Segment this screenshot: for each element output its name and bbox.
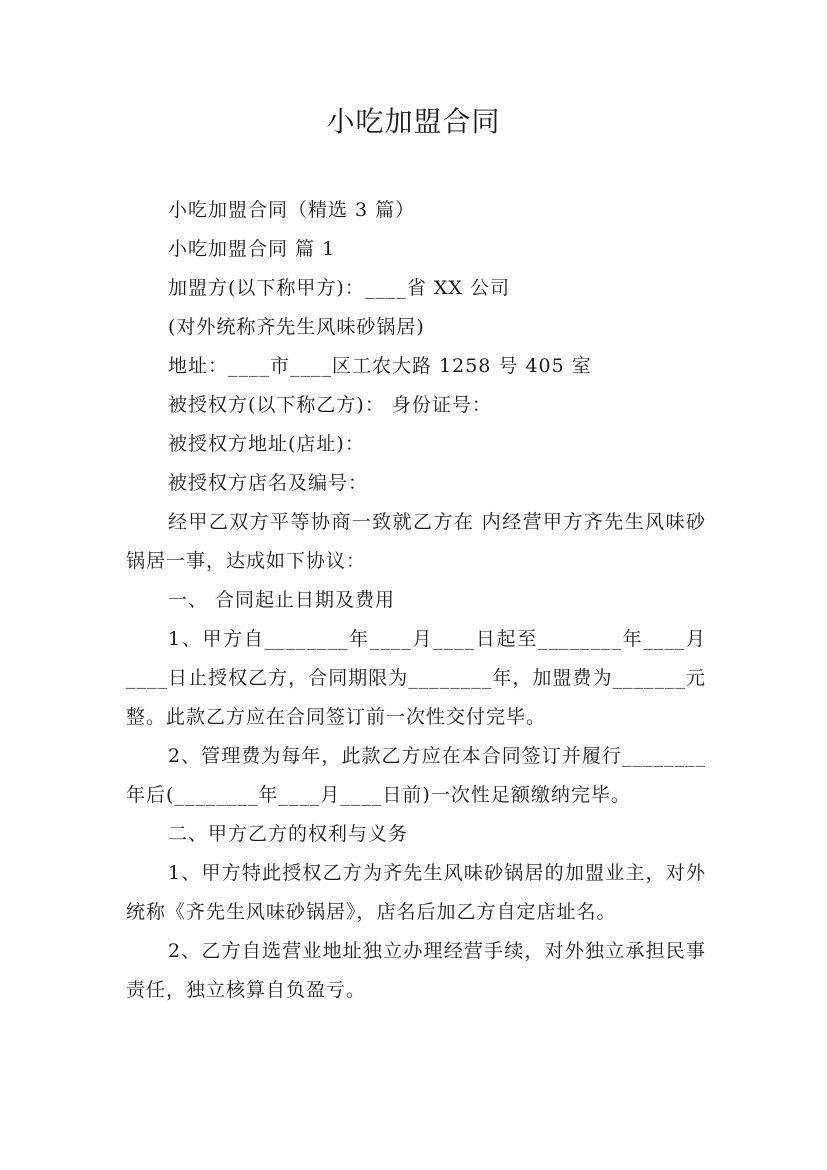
paragraph-section-heading: 小吃加盟合同 篇 1	[168, 238, 336, 260]
paragraph-heading-term-fees: 一、 合同起止日期及费用	[168, 589, 396, 611]
paragraph-clause-2-1: 1、甲方特此授权乙方为齐先生风味砂锅居的加盟业主，对外统称《齐先生风味砂锅居》，店名后加乙方自定店址名。	[126, 862, 706, 923]
document-title: 小吃加盟合同	[326, 105, 501, 138]
paragraph-heading-rights: 二、甲方乙方的权利与义务	[168, 823, 409, 845]
document-body	[126, 191, 706, 1010]
paragraph-clause-1-1: 1、甲方自________年____月____日起至________年____月____日止授权乙方，合同期限为________年，加盟费为_______元整。此款乙方应在合同签订前一次性交付完毕。	[126, 628, 706, 728]
paragraph-address: 地址：____市____区工农大路 1258 号 405 室	[168, 355, 592, 377]
paragraph-party-b: 被授权方(以下称乙方)： 身份证号：	[168, 394, 492, 416]
paragraph-clause-1-2: 2、管理费为每年，此款乙方应在本合同签订并履行________年后(________年____月____日前)一次性足额缴纳完毕。	[126, 745, 706, 806]
paragraph-agreement-intro: 经甲乙双方平等协商一致就乙方在 内经营甲方齐先生风味砂锅居一事，达成如下协议：	[126, 511, 706, 572]
paragraph-party-b-store: 被授权方店名及编号：	[168, 472, 369, 494]
paragraph-subtitle: 小吃加盟合同（精选 3 篇）	[168, 199, 416, 221]
paragraph-party-a: 加盟方(以下称甲方)：____省 XX 公司	[168, 277, 510, 299]
paragraph-clause-2-2: 2、乙方自选营业地址独立办理经营手续，对外独立承担民事责任，独立核算自负盈亏。	[126, 940, 706, 1001]
paragraph-party-a-alias: (对外统称齐先生风味砂锅居)	[168, 316, 425, 338]
paragraph-party-b-address: 被授权方地址(店址)：	[168, 433, 365, 455]
